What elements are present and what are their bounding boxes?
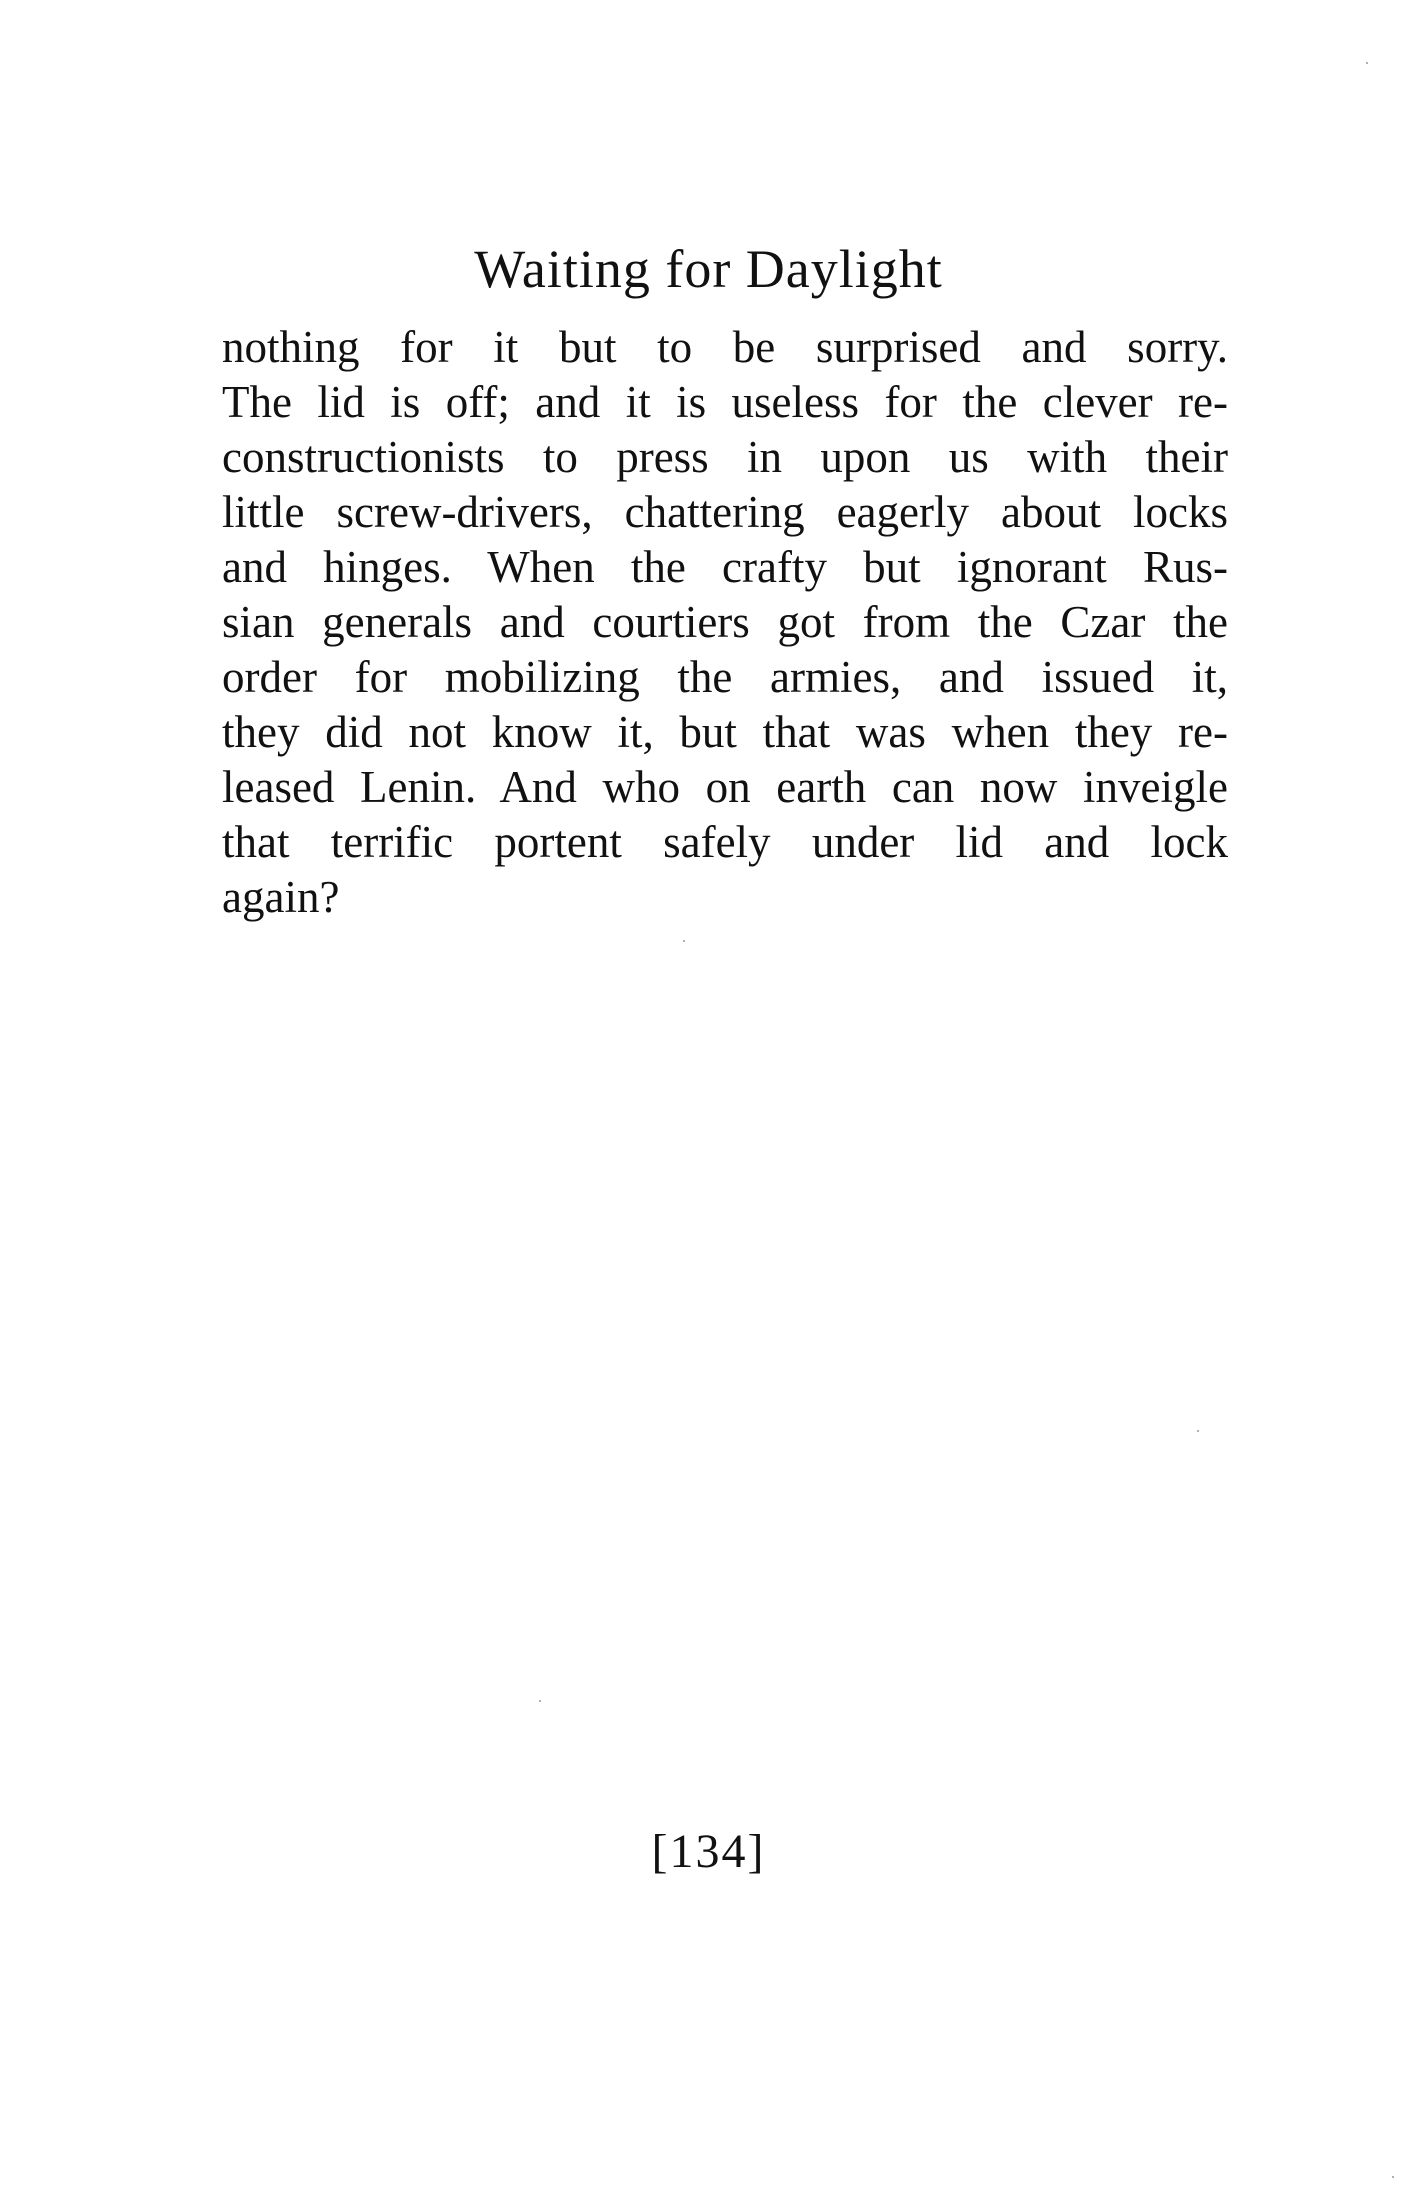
text-line: little screw-drivers, chattering eagerly about locks (222, 487, 1228, 537)
scan-speck (539, 1700, 541, 1702)
text-line: they did not know it, but that was when they re- (222, 707, 1228, 757)
text-line: leased Lenin. And who on earth can now inveigle (222, 762, 1228, 812)
scan-speck (1197, 1430, 1199, 1432)
text-line: sian generals and courtiers got from the Czar the (222, 597, 1228, 647)
text-line: order for mobilizing the armies, and issued it, (222, 652, 1228, 702)
page-number: [134] (651, 1825, 766, 1878)
scan-speck (1392, 2176, 1394, 2178)
text-line: constructionists to press in upon us with their (222, 432, 1228, 482)
scan-speck (683, 940, 685, 942)
text-line: The lid is off; and it is useless for the clever re- (222, 377, 1228, 427)
running-head: Waiting for Daylight (474, 239, 943, 299)
text-line: again? (222, 872, 340, 922)
text-line: and hinges. When the crafty but ignorant Rus- (222, 542, 1228, 592)
scan-speck (1366, 62, 1368, 64)
text-line: nothing for it but to be surprised and sorry. (222, 322, 1228, 372)
body-text (222, 320, 1228, 925)
text-line: that terrific portent safely under lid and lock (222, 817, 1228, 867)
